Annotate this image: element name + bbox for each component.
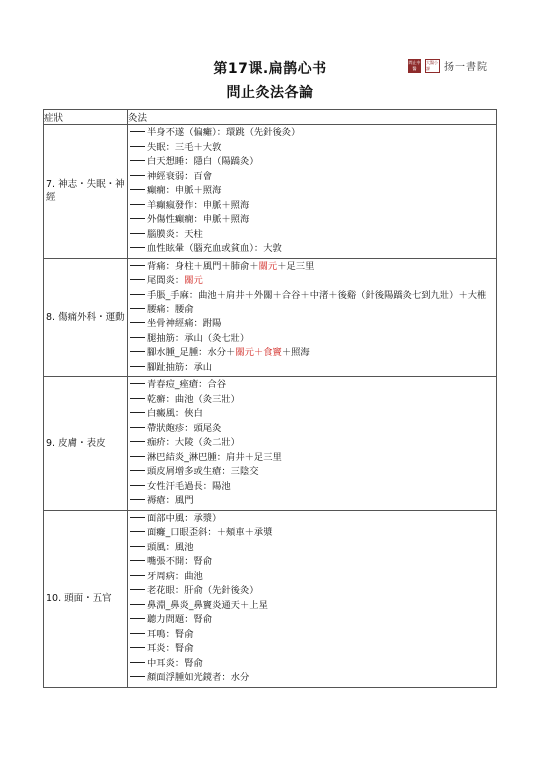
item-text: 失眠：三毛＋大敦	[147, 141, 222, 153]
item-text: ＋照海	[281, 347, 310, 358]
moxibustion-table	[43, 109, 497, 688]
list-item	[130, 378, 496, 393]
item-text: ＋足三里	[277, 260, 315, 272]
item-text: 尾閭炎：	[147, 275, 185, 286]
item-text: 面癱_口眼歪斜：＋頰車＋承漿	[147, 527, 273, 538]
list-item	[130, 570, 496, 585]
logo-seal-icon: 問止中醫	[408, 59, 421, 71]
dash-line-icon	[130, 189, 145, 190]
list-item	[130, 584, 496, 599]
dash-line-icon	[130, 618, 145, 619]
item-text: 血性眩暈（腦充血或貧血）：大敦	[147, 243, 282, 254]
list-item	[130, 155, 496, 170]
item-text: 腿抽筋：承山（灸七壯）	[147, 332, 250, 344]
list-item	[130, 126, 496, 141]
method-cell	[128, 125, 497, 259]
dash-line-icon	[130, 647, 145, 648]
item-text: 腰痛：腰俞	[147, 303, 194, 315]
item-highlight: 關元	[258, 260, 278, 272]
item-text: 腦膜炎：天柱	[147, 228, 203, 240]
item-highlight: 關元＋食竇	[235, 347, 282, 358]
header-symptom: 症狀	[44, 110, 128, 125]
list-item	[130, 289, 496, 303]
dash-line-icon	[130, 560, 145, 561]
logo-text: 扬一書院	[444, 62, 488, 73]
item-text: 中耳炎：腎俞	[147, 657, 203, 669]
dash-line-icon	[130, 531, 145, 532]
item-text: 腳趾抽筋：承山	[147, 361, 213, 373]
method-cell	[128, 377, 497, 511]
item-text: 頭皮屑增多或生瘡：三陰交	[147, 466, 259, 477]
logo-seal-outline-icon: 大醫小課	[426, 59, 438, 71]
dash-line-icon	[130, 604, 145, 605]
item-text: 牙周病：曲池	[147, 570, 203, 582]
category-cell: 9. 皮膚・表皮	[44, 377, 128, 511]
dash-line-icon	[130, 441, 145, 442]
item-text: 羊癲瘋發作：申脈＋照海	[147, 199, 250, 211]
dash-line-icon	[130, 412, 145, 413]
list-item	[130, 317, 496, 332]
table-body	[44, 110, 497, 688]
dash-line-icon	[130, 589, 145, 590]
list-item	[130, 184, 496, 199]
item-text: 老花眼：肝俞（先針後灸）	[147, 585, 259, 596]
item-text: 痂疥：大陵（灸二壯）	[147, 437, 240, 448]
item-text: 手脹_手麻：曲池＋肩井＋外關＋合谷＋中渚＋後谿（針後陽蹻灸七到九壯）＋大椎	[147, 289, 487, 301]
list-item	[130, 642, 496, 657]
dash-line-icon	[130, 131, 145, 132]
list-item	[130, 465, 496, 480]
list-item	[130, 613, 496, 628]
dash-line-icon	[130, 294, 145, 295]
item-highlight: 關元	[184, 275, 203, 286]
list-item	[130, 393, 496, 408]
item-text: 褥瘡：風門	[147, 495, 194, 506]
list-item	[130, 361, 496, 376]
item-text: 女性汗毛過長：陽池	[147, 480, 231, 492]
item-text: 面部中風：承漿）	[147, 512, 222, 524]
dash-line-icon	[130, 247, 145, 248]
item-text: 乾癬：曲池（灸三壯）	[147, 393, 240, 405]
dash-line-icon	[130, 499, 145, 500]
list-item	[130, 346, 496, 361]
dash-line-icon	[130, 233, 145, 234]
list-item	[130, 303, 496, 318]
item-text: 耳鳴：腎俞	[147, 628, 194, 640]
list-item	[130, 494, 496, 509]
dash-line-icon	[130, 633, 145, 634]
category-cell: 10. 頭面・五官	[44, 510, 128, 687]
header-method: 灸法	[128, 110, 497, 125]
dash-line-icon	[130, 575, 145, 576]
list-item	[130, 657, 496, 672]
dash-line-icon	[130, 322, 145, 323]
dash-line-icon	[130, 337, 145, 338]
list-item	[130, 451, 496, 466]
list-item	[130, 555, 496, 570]
list-item	[130, 422, 496, 437]
dash-line-icon	[130, 218, 145, 219]
item-text: 白癜風：俠白	[147, 408, 203, 419]
page-subtitle: 問止灸法各論	[226, 85, 314, 101]
list-item	[130, 332, 496, 347]
list-item	[130, 170, 496, 185]
dash-line-icon	[130, 485, 145, 486]
item-text: 半身不遂（偏癱）：環跳（先針後灸）	[147, 127, 301, 138]
category-cell: 7. 神志・失眠・神經	[44, 125, 128, 259]
dash-line-icon	[130, 517, 145, 518]
method-cell	[128, 510, 497, 687]
dash-line-icon	[130, 351, 145, 352]
item-text: 淋巴結炎_淋巴腫：肩井＋足三里	[147, 451, 282, 463]
dash-line-icon	[130, 204, 145, 205]
list-item	[130, 480, 496, 495]
item-text: 背痛：身柱＋風門＋肺俞＋	[147, 260, 259, 272]
item-text: 腳水腫_足腫：水分＋	[147, 347, 236, 358]
table-row	[44, 258, 497, 377]
item-text: 嘴張不開：腎俞	[147, 556, 213, 567]
item-text: 鼻淵_鼻炎_鼻竇炎通天＋上星	[147, 599, 268, 611]
dash-line-icon	[130, 383, 145, 384]
dash-line-icon	[130, 398, 145, 399]
dash-line-icon	[130, 456, 145, 457]
item-text: 頭風：風池	[147, 541, 194, 553]
table-row	[44, 125, 497, 259]
list-item	[130, 228, 496, 243]
list-item	[130, 242, 496, 257]
table-row	[44, 510, 497, 687]
list-item	[130, 628, 496, 643]
dash-line-icon	[130, 160, 145, 161]
list-item	[130, 274, 496, 289]
category-cell: 8. 傷痛外科・運動	[44, 258, 128, 377]
table-row	[44, 377, 497, 511]
dash-line-icon	[130, 279, 145, 280]
dash-line-icon	[130, 427, 145, 428]
item-text: 神經衰弱：百會	[147, 170, 213, 182]
item-text: 白天想睡：隱白（陽蹻灸）	[147, 156, 259, 167]
item-text: 耳炎：腎俞	[147, 643, 194, 654]
dash-line-icon	[130, 308, 145, 309]
item-text: 坐骨神經痛：跗陽	[147, 318, 222, 329]
list-item	[130, 407, 496, 422]
dash-line-icon	[130, 146, 145, 147]
list-item	[130, 436, 496, 451]
dash-line-icon	[130, 470, 145, 471]
method-cell	[128, 258, 497, 377]
dash-line-icon	[130, 265, 145, 266]
list-item	[130, 213, 496, 228]
item-text: 顏面浮腫如光鏡者：水分	[147, 672, 250, 683]
dash-line-icon	[130, 366, 145, 367]
item-text: 聽力問題：腎俞	[147, 614, 213, 625]
table-header-row	[44, 110, 497, 125]
list-item	[130, 599, 496, 614]
dash-line-icon	[130, 662, 145, 663]
list-item	[130, 141, 496, 156]
item-text: 癲癇：申脈＋照海	[147, 185, 222, 196]
list-item	[130, 512, 496, 527]
page-title: 第17课.扁鹊心书	[213, 61, 327, 77]
list-item	[130, 671, 496, 686]
item-text: 青春痘_痤瘡：合谷	[147, 379, 227, 390]
brand-logo	[408, 58, 488, 73]
list-item	[130, 199, 496, 214]
list-item	[130, 260, 496, 275]
dash-line-icon	[130, 546, 145, 547]
list-item	[130, 541, 496, 556]
item-text: 外傷性癲癇：申脈＋照海	[147, 214, 250, 225]
item-text: 帶狀皰疹：頭尾灸	[147, 422, 222, 434]
dash-line-icon	[130, 175, 145, 176]
dash-line-icon	[130, 676, 145, 677]
list-item	[130, 526, 496, 541]
